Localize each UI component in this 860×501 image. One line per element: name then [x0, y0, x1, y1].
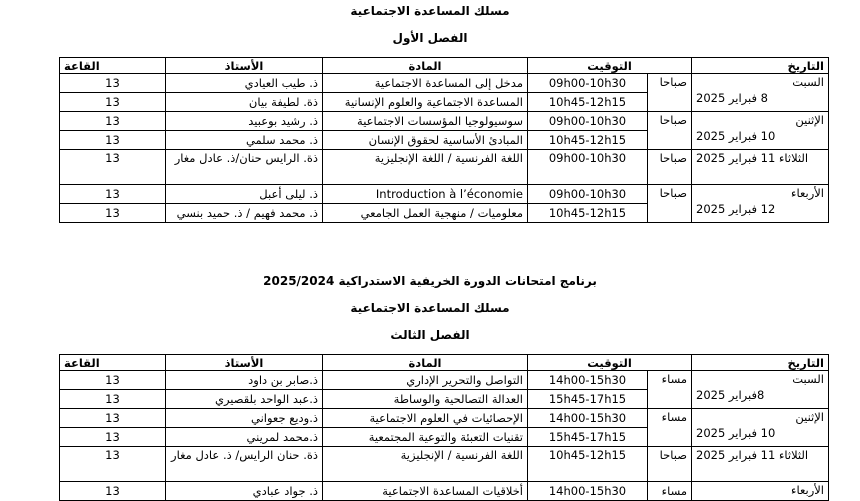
- hall-cell: 13: [60, 93, 166, 112]
- semester-title-3: الفصل الثالث: [390, 328, 470, 342]
- header-professor: الأستاذ: [166, 58, 323, 74]
- time-cell: 14h00-15h30: [528, 482, 648, 501]
- table-row: [60, 409, 829, 428]
- header-date: التاريخ: [692, 58, 829, 74]
- period-cell: مساء: [648, 482, 692, 501]
- semester-title-1: الفصل الأول: [392, 31, 468, 45]
- period-cell: صباحا: [648, 447, 692, 482]
- header-date: التاريخ: [692, 355, 829, 371]
- day-cell: الأربعاء 12 فبراير 2025: [692, 185, 829, 223]
- subject-cell: المبادئ الأساسية لحقوق الإنسان: [323, 131, 528, 150]
- professor-cell: ذة. الرايس حنان/ذ. عادل مغار: [166, 150, 323, 185]
- subject-cell: العدالة التصالحية والوساطة: [323, 390, 528, 409]
- header-subject: المادة: [323, 58, 528, 74]
- time-cell: 09h00-10h30: [528, 150, 648, 185]
- time-cell: 10h45-12h15: [528, 204, 648, 223]
- professor-cell: ذ. محمد فهيم / ذ. حميد بنسي: [166, 204, 323, 223]
- header-time: التوقيت: [528, 58, 692, 74]
- period-cell: مساء: [648, 371, 692, 409]
- professor-cell: ذ.صابر بن داود: [166, 371, 323, 390]
- hall-cell: 13: [60, 390, 166, 409]
- day-cell: الإثنين 10 فبراير 2025: [692, 409, 829, 447]
- professor-cell: ذة. حنان الرايس/ ذ. عادل مغار: [166, 447, 323, 482]
- subject-cell: اللغة الفرنسية / الإنجليزية: [323, 447, 528, 482]
- professor-cell: ذة. لطيفة بيان: [166, 93, 323, 112]
- subject-cell: اللغة الفرنسية / اللغة الإنجليزية: [323, 150, 528, 185]
- header-hall: القاعة: [60, 355, 166, 371]
- time-cell: 10h45-12h15: [528, 93, 648, 112]
- track-title-2: مسلك المساعدة الاجتماعية: [350, 301, 510, 315]
- table-row: [60, 185, 829, 204]
- day-cell: السبت 8 فبراير 2025: [692, 74, 829, 112]
- table-row: [60, 74, 829, 93]
- period-cell: صباحا: [648, 112, 692, 150]
- header-time: التوقيت: [528, 355, 692, 371]
- day-cell: السبت 8فبراير 2025: [692, 371, 829, 409]
- time-cell: 10h45-12h15: [528, 447, 648, 482]
- hall-cell: 13: [60, 371, 166, 390]
- professor-cell: ذ.وديع جعواني: [166, 409, 323, 428]
- subject-cell: سوسيولوجيا المؤسسات الاجتماعية: [323, 112, 528, 131]
- professor-cell: ذ. طيب العيادي: [166, 74, 323, 93]
- period-cell: مساء: [648, 409, 692, 447]
- time-cell: 09h00-10h30: [528, 74, 648, 93]
- day-cell: الثلاثاء 11 فبراير 2025: [692, 150, 829, 185]
- hall-cell: 13: [60, 482, 166, 501]
- day-cell: الأربعاء: [692, 482, 829, 501]
- professor-cell: ذ.عبد الواحد بلقصيري: [166, 390, 323, 409]
- header-subject: المادة: [323, 355, 528, 371]
- day-cell: الثلاثاء 11 فبراير 2025: [692, 447, 829, 482]
- table-row: [60, 482, 829, 501]
- period-cell: صباحا: [648, 150, 692, 185]
- header-professor: الأستاذ: [166, 355, 323, 371]
- time-cell: 14h00-15h30: [528, 409, 648, 428]
- table-header: [60, 355, 829, 371]
- subject-cell: معلوميات / منهجية العمل الجامعي: [323, 204, 528, 223]
- hall-cell: 13: [60, 112, 166, 131]
- exam-table-2: [59, 354, 829, 501]
- exam-table-1: [59, 57, 829, 223]
- hall-cell: 13: [60, 185, 166, 204]
- time-cell: 09h00-10h30: [528, 185, 648, 204]
- table-row: [60, 112, 829, 131]
- table-row: [60, 150, 829, 185]
- hall-cell: 13: [60, 74, 166, 93]
- time-cell: 14h00-15h30: [528, 371, 648, 390]
- table-row: [60, 447, 829, 482]
- hall-cell: 13: [60, 131, 166, 150]
- professor-cell: ذ. ليلى أعبل: [166, 185, 323, 204]
- subject-cell: أخلاقيات المساعدة الاجتماعية: [323, 482, 528, 501]
- hall-cell: 13: [60, 428, 166, 447]
- program-title: برنامج امتحانات الدورة الخريفية الاستدراكية 2025/2024: [263, 274, 597, 288]
- table-header: [60, 58, 829, 74]
- table-row: [60, 371, 829, 390]
- subject-cell: المساعدة الاجتماعية والعلوم الإنسانية: [323, 93, 528, 112]
- hall-cell: 13: [60, 204, 166, 223]
- subject-cell: Introduction à l’économie: [323, 185, 528, 204]
- professor-cell: ذ. رشيد بوعبيد: [166, 112, 323, 131]
- period-cell: صباحا: [648, 74, 692, 112]
- header-hall: القاعة: [60, 58, 166, 74]
- professor-cell: ذ. جواد عبادي: [166, 482, 323, 501]
- day-cell: الإثنين 10 فبراير 2025: [692, 112, 829, 150]
- period-cell: صباحا: [648, 185, 692, 223]
- time-cell: 10h45-12h15: [528, 131, 648, 150]
- subject-cell: التواصل والتحرير الإداري: [323, 371, 528, 390]
- time-cell: 15h45-17h15: [528, 428, 648, 447]
- track-title: مسلك المساعدة الاجتماعية: [350, 4, 510, 18]
- subject-cell: مدخل إلى المساعدة الاجتماعية: [323, 74, 528, 93]
- subject-cell: الإحصائيات في العلوم الاجتماعية: [323, 409, 528, 428]
- time-cell: 09h00-10h30: [528, 112, 648, 131]
- hall-cell: 13: [60, 409, 166, 428]
- professor-cell: ذ.محمد لمريني: [166, 428, 323, 447]
- professor-cell: ذ. محمد سلمي: [166, 131, 323, 150]
- hall-cell: 13: [60, 447, 166, 482]
- subject-cell: تقنيات التعبئة والتوعية المجتمعية: [323, 428, 528, 447]
- time-cell: 15h45-17h15: [528, 390, 648, 409]
- hall-cell: 13: [60, 150, 166, 185]
